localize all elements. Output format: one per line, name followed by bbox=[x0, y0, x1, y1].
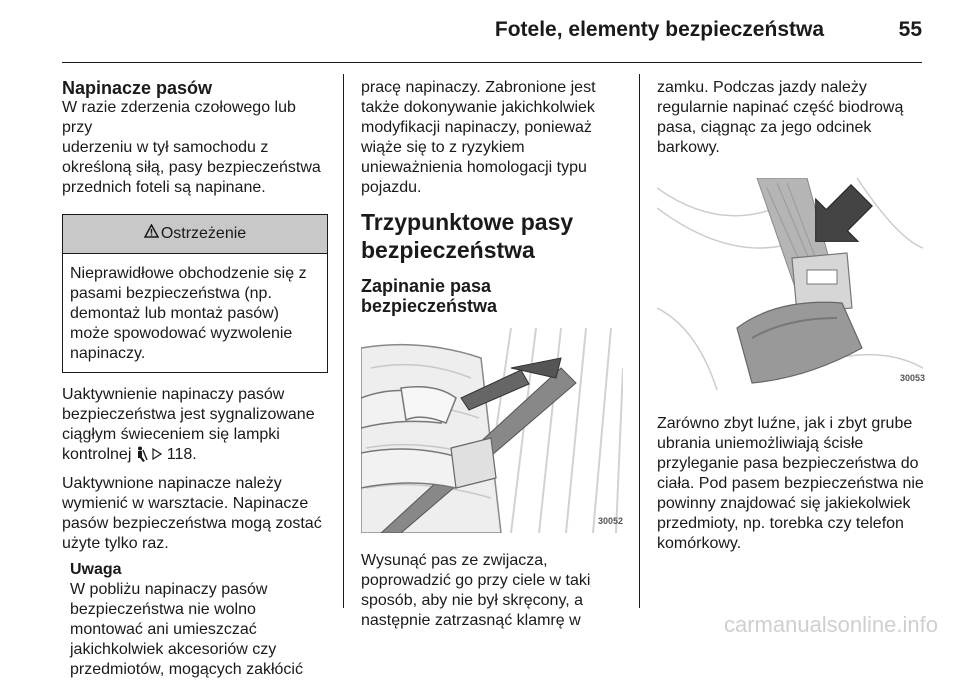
note-line: bezpieczeństwa nie wolno bbox=[70, 601, 256, 618]
para-line: Zarówno zbyt luźne, jak i zbyt grube bbox=[657, 415, 913, 432]
continued-line: także dokonywanie jakichkolwiek bbox=[361, 99, 595, 116]
activation-ref-page: 118. bbox=[166, 446, 197, 463]
warning-line: Nieprawidłowe obchodzenie się z bbox=[70, 265, 307, 282]
subheading-fastening bbox=[361, 276, 623, 316]
para-line: ubrania uniemożliwiają ścisłe bbox=[657, 435, 864, 452]
belt-pull-illustration bbox=[361, 328, 623, 533]
warning-box bbox=[62, 214, 328, 373]
continued-line: zamku. Podczas jazdy należy bbox=[657, 79, 867, 96]
replace-line: użyte tylko raz. bbox=[62, 535, 169, 552]
column-2 bbox=[361, 78, 623, 631]
note-title: Uwaga bbox=[70, 561, 122, 578]
figure-belt-pull bbox=[361, 328, 623, 533]
column-3 bbox=[657, 78, 925, 554]
page-ref-arrow-icon bbox=[152, 446, 162, 466]
note-block bbox=[70, 560, 328, 680]
para-line: komórkowy. bbox=[657, 535, 742, 552]
figure-caption bbox=[361, 551, 623, 631]
continued-line: pasa, ciągnąc za jego odcinek bbox=[657, 119, 872, 136]
caption-line: sposób, aby nie był skręcony, a bbox=[361, 592, 584, 609]
activation-paragraph bbox=[62, 385, 328, 468]
replace-line: wymienić w warsztacie. Napinacze bbox=[62, 495, 309, 512]
note-line: montować ani umieszczać bbox=[70, 621, 257, 638]
continued-line: barkowy. bbox=[657, 139, 720, 156]
warning-line: demontaż lub montaż pasów) bbox=[70, 305, 279, 322]
caption-line: następnie zatrzasnąć klamrę w bbox=[361, 612, 581, 629]
note-line: przedmiotów, mogących zakłócić bbox=[70, 661, 303, 678]
page-header-title: Fotele, elementy bezpieczeństwa bbox=[494, 18, 824, 41]
subheading-line: Zapinanie pasa bbox=[361, 276, 492, 296]
activation-ref-prefix: kontrolnej bbox=[62, 446, 132, 463]
header-divider bbox=[62, 62, 922, 63]
note-line: W pobliżu napinaczy pasów bbox=[70, 581, 268, 598]
column-divider-2 bbox=[639, 74, 640, 608]
warning-line: napinaczy. bbox=[70, 345, 146, 362]
column-divider-1 bbox=[343, 74, 344, 608]
figure-buckle bbox=[657, 178, 925, 390]
activation-line: ciągłym świeceniem się lampki bbox=[62, 426, 280, 443]
para-line: przedmioty, np. torebka czy telefon bbox=[657, 515, 904, 532]
subheading-line: bezpieczeństwa bbox=[361, 296, 498, 316]
replace-line: pasów bezpieczeństwa mogą zostać bbox=[62, 515, 322, 532]
page-number: 55 bbox=[898, 18, 922, 41]
column-1 bbox=[62, 78, 328, 680]
warning-title: Ostrzeżenie bbox=[160, 225, 247, 242]
section-title-line: bezpieczeństwa bbox=[361, 237, 535, 263]
para-line: powinny znajdować się jakiekolwiek bbox=[657, 495, 911, 512]
figure-label: 30052 bbox=[597, 516, 623, 526]
continued-line: regularnie napinać część biodrową bbox=[657, 99, 904, 116]
buckle-illustration bbox=[657, 178, 923, 390]
continued-line: unieważnienia homologacji typu bbox=[361, 159, 587, 176]
caption-line: poprowadzić go przy ciele w taki bbox=[361, 572, 591, 589]
figure-label: 30053 bbox=[899, 373, 925, 383]
activation-ref-line bbox=[62, 445, 328, 468]
seatbelt-warning-icon bbox=[136, 446, 148, 468]
continued-line: modyfikacji napinaczy, ponieważ bbox=[361, 119, 592, 136]
caption-line: Wysunąć pas ze zwijacza, bbox=[361, 552, 548, 569]
intro-line: uderzeniu w tył samochodu z bbox=[62, 139, 269, 156]
warning-triangle-icon bbox=[144, 224, 159, 244]
replace-line: Uaktywnione napinacze należy bbox=[62, 475, 282, 492]
para-line: ciała. Pod pasem bezpieczeństwa nie bbox=[657, 475, 924, 492]
intro-line: przednich foteli są napinane. bbox=[62, 179, 266, 196]
warning-line: może spowodować wyzwolenie bbox=[70, 325, 293, 342]
continued-line: wiąże się to z ryzykiem bbox=[361, 139, 525, 156]
section-title-line: Trzypunktowe pasy bbox=[361, 209, 574, 235]
watermark: carmanualsonline.info bbox=[723, 612, 938, 637]
warning-header bbox=[63, 215, 327, 254]
section-heading-pretensioners: Napinacze pasów bbox=[62, 78, 213, 98]
section-title-three-point-belts bbox=[361, 208, 623, 264]
activation-line: bezpieczeństwa jest sygnalizowane bbox=[62, 406, 315, 423]
continued-line: pojazdu. bbox=[361, 179, 422, 196]
continued-line: pracę napinaczy. Zabronione jest bbox=[361, 79, 596, 96]
warning-line: pasami bezpieczeństwa (np. bbox=[70, 285, 272, 302]
intro-line: W razie zderzenia czołowego lub przy bbox=[62, 99, 296, 136]
clothing-paragraph bbox=[657, 414, 925, 554]
note-line: jakichkolwiek akcesoriów czy bbox=[70, 641, 277, 658]
intro-line: określoną siłą, pasy bezpieczeństwa bbox=[62, 159, 321, 176]
warning-body bbox=[63, 254, 327, 372]
para-line: przyleganie pasa bezpieczeństwa do bbox=[657, 455, 919, 472]
replace-paragraph bbox=[62, 474, 328, 554]
activation-line: Uaktywnienie napinaczy pasów bbox=[62, 386, 285, 403]
